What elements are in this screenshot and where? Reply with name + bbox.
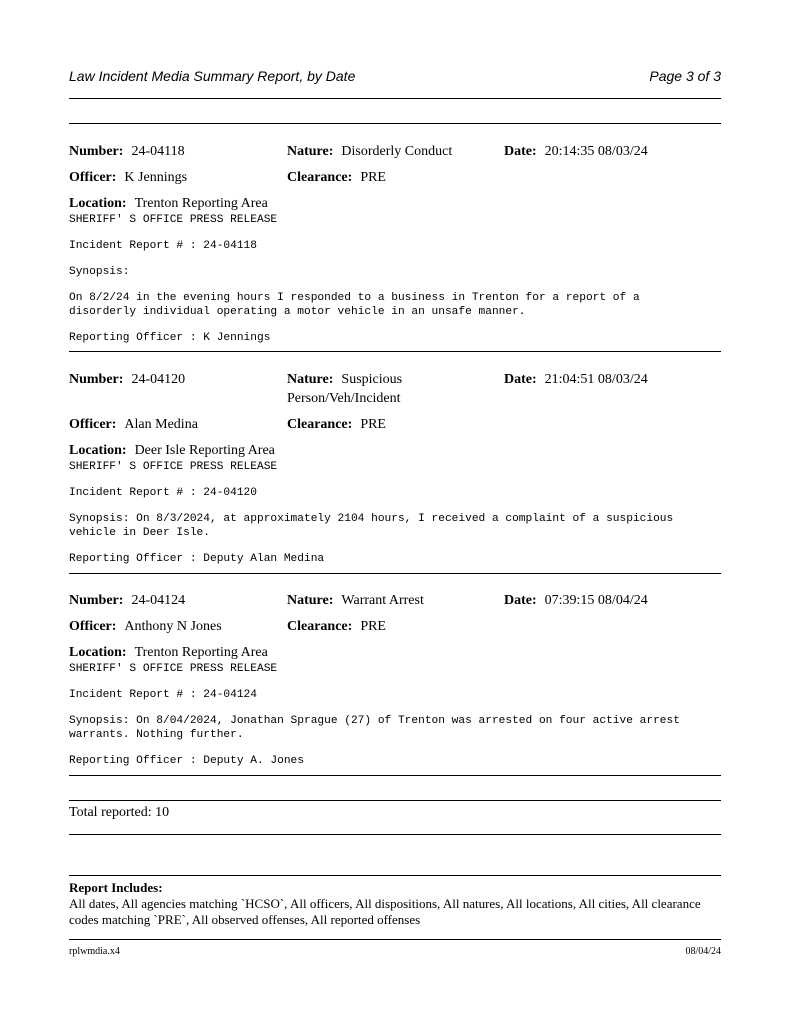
divider [69,800,721,801]
narrative-line: disorderly individual operating a motor vehicle in an unsafe manner. [69,306,526,318]
date-label: Date: [504,144,537,159]
reporting-officer-line: Reporting Officer : K Jennings [69,332,271,344]
report-includes-heading: Report Includes: [69,880,163,895]
synopsis-label: Synopsis: [69,266,130,278]
incident-officer [69,619,222,635]
date-label: Date: [504,372,537,387]
divider [69,351,721,352]
narrative-line: On 8/2/24 in the evening hours I responded to a business in Trenton for a report of a [69,292,640,304]
narrative-line: Synopsis: On 8/3/2024, at approximately 2104 hours, I received a complaint of a suspicious [69,513,674,525]
location-label: Location: [69,645,127,660]
divider [69,573,721,574]
incident-date [504,372,648,388]
date-label: Date: [504,593,537,608]
number-label: Number: [69,144,124,159]
total-reported: Total reported: 10 [69,805,170,820]
divider [69,98,721,99]
incident-number [69,372,185,388]
date-value: 21:04:51 08/03/24 [544,372,648,387]
incident-clearance [287,417,386,433]
report-includes-text: codes matching `PRE`, All observed offenses, All reported offenses [69,912,421,927]
incident-report-line: Incident Report # : 24-04118 [69,240,257,252]
incident-date [504,593,648,609]
divider [69,875,721,876]
footer-report-code: rplwmdia.x4 [69,946,120,957]
nature-value-continued: Person/Veh/Incident [287,391,401,406]
date-value: 20:14:35 08/03/24 [544,144,648,159]
officer-label: Officer: [69,417,117,432]
officer-value: Alan Medina [124,417,198,432]
incident-number [69,593,185,609]
narrative-line: vehicle in Deer Isle. [69,527,210,539]
incident-clearance [287,619,386,635]
location-value: Trenton Reporting Area [134,645,268,660]
incident-nature [287,593,424,609]
location-label: Location: [69,443,127,458]
nature-value: Warrant Arrest [341,593,424,608]
clearance-value: PRE [360,619,386,634]
officer-label: Officer: [69,170,117,185]
nature-label: Nature: [287,144,334,159]
incident-officer [69,170,187,186]
press-release-line: SHERIFF' S OFFICE PRESS RELEASE [69,663,278,675]
incident-nature [287,144,452,160]
incident-report-line: Incident Report # : 24-04120 [69,487,257,499]
divider [69,834,721,835]
divider [69,775,721,776]
incident-clearance [287,170,386,186]
clearance-value: PRE [360,417,386,432]
clearance-label: Clearance: [287,417,353,432]
reporting-officer-line: Reporting Officer : Deputy Alan Medina [69,553,325,565]
incident-report-line: Incident Report # : 24-04124 [69,689,257,701]
press-release-line: SHERIFF' S OFFICE PRESS RELEASE [69,461,278,473]
officer-value: K Jennings [124,170,188,185]
narrative-line: warrants. Nothing further. [69,729,244,741]
officer-label: Officer: [69,619,117,634]
narrative-line: Synopsis: On 8/04/2024, Jonathan Sprague (27) of Trenton was arrested on four active arrest [69,715,680,727]
location-label: Location: [69,196,127,211]
officer-value: Anthony N Jones [124,619,222,634]
incident-nature [287,372,402,388]
nature-value: Suspicious [341,372,403,387]
report-includes-text: All dates, All agencies matching `HCSO`, All officers, All dispositions, All natures, All locations, All cities, All clearance [69,896,701,911]
number-label: Number: [69,372,124,387]
date-value: 07:39:15 08/04/24 [544,593,648,608]
number-value: 24-04120 [131,372,186,387]
number-label: Number: [69,593,124,608]
divider [69,123,721,124]
nature-label: Nature: [287,372,334,387]
footer-date: 08/04/24 [685,946,721,957]
press-release-line: SHERIFF' S OFFICE PRESS RELEASE [69,214,278,226]
nature-value: Disorderly Conduct [341,144,453,159]
clearance-label: Clearance: [287,619,353,634]
reporting-officer-line: Reporting Officer : Deputy A. Jones [69,755,304,767]
incident-number [69,144,185,160]
clearance-value: PRE [360,170,386,185]
incident-date [504,144,648,160]
incident-location [69,196,268,212]
location-value: Deer Isle Reporting Area [134,443,275,458]
number-value: 24-04118 [131,144,185,159]
page-indicator: Page 3 of 3 [649,68,721,84]
nature-label: Nature: [287,593,334,608]
report-title: Law Incident Media Summary Report, by Date [69,68,356,84]
divider [69,939,721,940]
incident-officer [69,417,198,433]
incident-location [69,645,268,661]
number-value: 24-04124 [131,593,186,608]
incident-location [69,443,275,459]
location-value: Trenton Reporting Area [134,196,268,211]
clearance-label: Clearance: [287,170,353,185]
